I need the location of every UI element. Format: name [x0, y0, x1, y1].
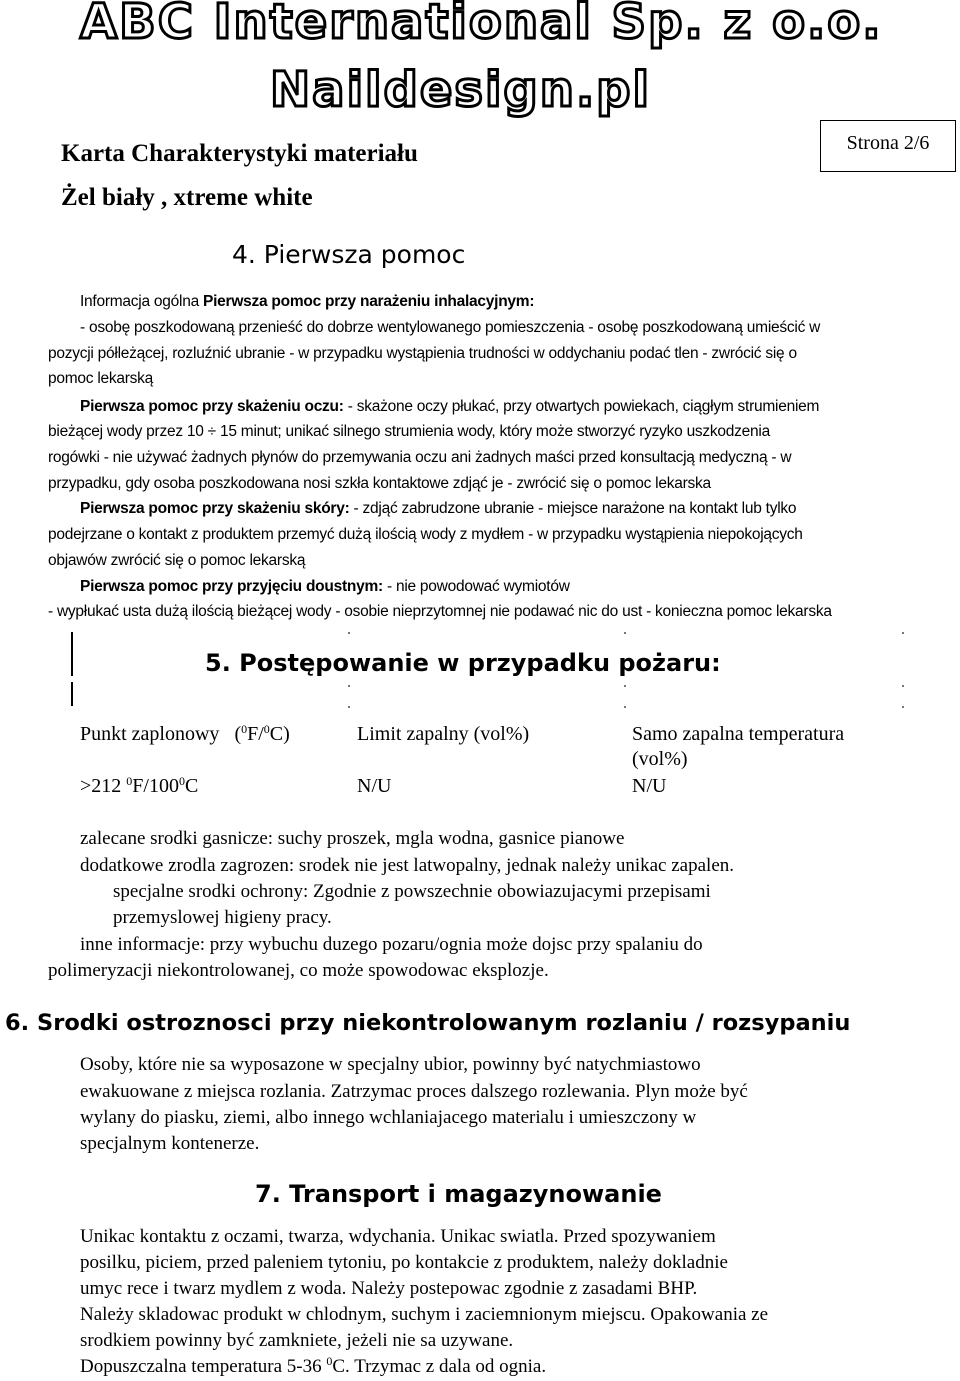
section-4-line-13: - wypłukać usta dużą ilością bieżącej wody - osobie nieprzytomnej nie podawać nic do ust - konieczna pomoc lekarska	[48, 603, 832, 620]
flammable-limit-value: N/U	[357, 775, 392, 797]
section-4-line-9	[80, 500, 796, 518]
section-4-line-7: rogówki - nie używać żadnych płynów do przemywania oczu ani żadnych maści przed konsultacją medyczną - w	[48, 449, 792, 466]
section-7-line-2: posilku, piciem, przed paleniem tytoniu, po kontakcie z produktem, należy dokladnie	[80, 1252, 728, 1273]
section-4-line-11: objawów zwrócić się o pomoc lekarską	[48, 552, 306, 569]
table-artifact-dot	[624, 685, 626, 687]
table-artifact-dot	[624, 706, 626, 708]
special-protection-line-2: przemyslowej higieny pracy.	[113, 907, 332, 928]
autoignition-value: N/U	[632, 775, 667, 797]
eyes-label: Pierwsza pomoc przy skażeniu oczu:	[80, 398, 344, 415]
table-artifact-dot	[348, 706, 350, 708]
page-number-box	[820, 120, 956, 172]
section-4-line-1	[80, 293, 534, 311]
autoignition-header-unit: (vol%)	[632, 748, 688, 770]
section-4-line-4: pomoc lekarską	[48, 370, 154, 387]
company-logo-name: ABC International Sp. z o.o.	[80, 0, 883, 50]
section-7-line-6: Dopuszczalna temperatura 5-36 $^0$C. Trzymac z dala od ognia.	[80, 1354, 547, 1377]
section-4-line-2: - osobę poszkodowaną przenieść do dobrze wentylowanego pomieszczenia - osobę poszkodowaną umieścić w	[80, 319, 821, 336]
section-4-line-12	[80, 578, 570, 596]
section-4-line-8: przypadku, gdy osoba poszkodowana nosi szkła kontaktowe zdjąć je - zwrócić się o pomoc lekarska	[48, 475, 711, 492]
skin-label: Pierwsza pomoc przy skażeniu skóry:	[80, 500, 350, 517]
table-artifact-dot	[624, 632, 626, 634]
oral-text: - nie powodować wymiotów	[382, 578, 570, 595]
table-artifact-dot	[902, 632, 904, 634]
section-5-heading: 5. Postępowanie w przypadku pożaru:	[205, 649, 721, 677]
table-artifact-dot	[348, 632, 350, 634]
company-logo-website: Naildesign.pl	[270, 62, 651, 118]
section-4-line-10: podejrzane o kontakt z produktem przemyć dużą ilością wody z mydłem - w przypadku wystąpienia niepokojących	[48, 526, 803, 543]
section-7-line-3: umyc rece i twarz mydlem z woda. Należy postepowac zgodnie z zasadami BHP.	[80, 1278, 698, 1299]
section-6-line-3: wylany do piasku, ziemi, albo innego wchlaniajacego materialu i umieszczony w	[80, 1107, 697, 1128]
table-artifact-dot	[902, 685, 904, 687]
product-name: Żel biały , xtreme white	[61, 184, 313, 211]
flash-point-value: >212 $^0F/100^0C$	[80, 774, 199, 797]
additional-hazards: dodatkowe zrodla zagrozen: srodek nie jest latwopalny, jednak należy unikac zapalen.	[80, 855, 734, 876]
table-artifact-dot	[902, 706, 904, 708]
page-number: Strona 2/6	[846, 132, 930, 154]
intro-label: Informacja ogólna	[80, 293, 199, 310]
section-4-line-3: pozycji półleżącej, rozluźnić ubranie - w przypadku wystąpienia trudności w oddychaniu podać tlen - zwrócić się o	[48, 345, 797, 362]
extinguishing-media: zalecane srodki gasnicze: suchy proszek, mgla wodna, gasnice pianowe	[80, 828, 625, 849]
section-6-line-4: specjalnym kontenerze.	[80, 1133, 260, 1154]
section-6-line-2: ewakuowane z miejsca rozlania. Zatrzymac proces dalszego rozlewania. Plyn może być	[80, 1081, 748, 1102]
other-info-line-2: polimeryzacji niekontrolowanej, co może spowodowac eksplozje.	[48, 960, 549, 981]
flammable-limit-header: Limit zapalny (vol%)	[357, 723, 530, 745]
section-4-line-6: bieżącej wody przez 10 ÷ 15 minut; unikać silnego strumienia wody, który może stworzyć ryzyko uszkodzenia	[48, 423, 770, 440]
other-info-line-1: inne informacje: przy wybuchu duzego pozaru/ognia może dojsc przy spalaniu do	[80, 934, 703, 955]
section-6-heading: 6. Srodki ostroznosci przy niekontrolowanym rozlaniu / rozsypaniu	[5, 1010, 851, 1036]
table-border-line	[71, 682, 73, 706]
document-title: Karta Charakterystyki materiału	[61, 140, 418, 167]
table-border-line	[71, 632, 73, 676]
section-4-line-5	[80, 398, 819, 416]
section-7-line-1: Unikac kontaktu z oczami, twarza, wdychania. Unikac swiatla. Przed spozywaniem	[80, 1226, 716, 1247]
section-6-line-1: Osoby, które nie sa wyposazone w specjalny ubior, powinny być natychmiastowo	[80, 1054, 701, 1075]
autoignition-header: Samo zapalna temperatura	[632, 723, 845, 745]
skin-text: - zdjąć zabrudzone ubranie - miejsce narażone na kontakt lub tylko	[349, 500, 797, 517]
section-4-heading: 4. Pierwsza pomoc	[232, 240, 466, 269]
section-7-line-5: srodkiem powinny być zamkniete, jeżeli nie sa uzywane.	[80, 1330, 514, 1351]
flash-point-header: Punkt zaplonowy ($^0$F/$^0$C)	[80, 722, 290, 745]
table-artifact-dot	[348, 685, 350, 687]
inhalation-label: Pierwsza pomoc przy narażeniu inhalacyjnym:	[203, 293, 535, 310]
section-7-line-4: Należy skladowac produkt w chlodnym, suchym i zaciemnionym miejscu. Opakowania ze	[80, 1304, 769, 1325]
special-protection-line-1: specjalne srodki ochrony: Zgodnie z powszechnie obowiazujacymi przepisami	[113, 881, 711, 902]
section-7-heading: 7. Transport i magazynowanie	[255, 1180, 662, 1208]
eyes-text: - skażone oczy płukać, przy otwartych powiekach, ciągłym strumieniem	[343, 398, 820, 415]
oral-label: Pierwsza pomoc przy przyjęciu doustnym:	[80, 578, 383, 595]
